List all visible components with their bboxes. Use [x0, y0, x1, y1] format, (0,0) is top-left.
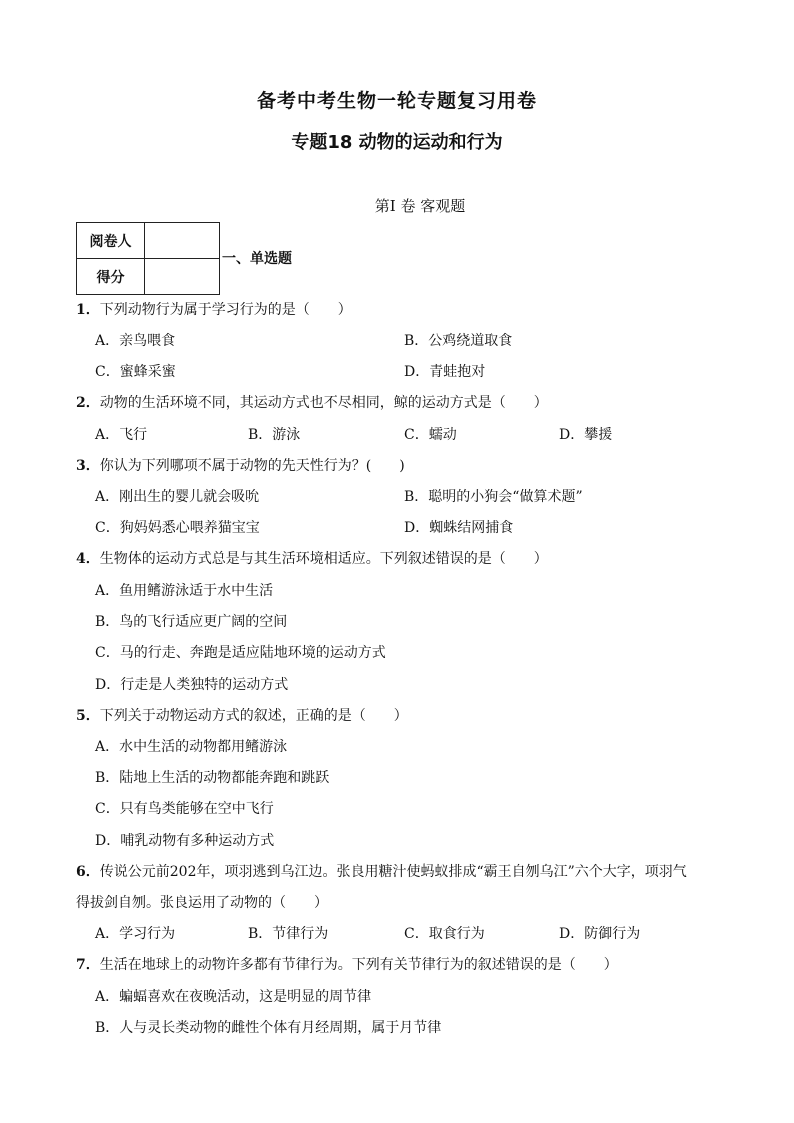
option: D．防御行为 [559, 926, 641, 942]
reviewer-blank [145, 223, 220, 259]
option: A．水中生活的动物都用鳍游泳 [95, 739, 288, 755]
option: A．刚出生的婴儿就会吸吮 [95, 489, 260, 505]
option: A．鱼用鳍游泳适于水中生活 [95, 583, 274, 599]
paper-title: 备考中考生物一轮专题复习用卷 [256, 90, 537, 112]
option: C．取食行为 [404, 926, 485, 942]
option: C．狗妈妈悉心喂养猫宝宝 [95, 520, 260, 536]
section-title: 一、单选题 [222, 251, 292, 267]
option: D．青蛙抱对 [404, 364, 486, 380]
option: B．人与灵长类动物的雌性个体有月经周期，属于月节律 [95, 1020, 442, 1036]
option: B．陆地上生活的动物都能奔跑和跳跃 [95, 770, 330, 786]
option: A．亲鸟喂食 [95, 333, 176, 349]
question-stem: 3．你认为下列哪项不属于动物的先天性行为？( ) [76, 458, 405, 474]
option: D．攀援 [559, 427, 613, 443]
option: C．蠕动 [404, 427, 457, 443]
question-stem: 5．下列关于动物运动方式的叙述，正确的是（ ） [76, 708, 408, 724]
reviewer-label: 阅卷人 [77, 223, 145, 259]
option: D．蜘蛛结网捕食 [404, 520, 514, 536]
option: A．飞行 [95, 427, 148, 443]
option: B．游泳 [248, 427, 301, 443]
question-stem: 7．生活在地球上的动物许多都有节律行为。下列有关节律行为的叙述错误的是（ ） [76, 957, 618, 973]
option: A．蝙蝠喜欢在夜晚活动，这是明显的周节律 [95, 989, 372, 1005]
option: D．哺乳动物有多种运动方式 [95, 833, 275, 849]
option: A．学习行为 [95, 926, 176, 942]
score-label: 得分 [77, 259, 145, 295]
option: B．聪明的小狗会“做算术题” [404, 489, 583, 505]
option: C．蜜蜂采蜜 [95, 364, 176, 380]
grading-table [76, 222, 220, 295]
volume-heading: 第I 卷 客观题 [374, 197, 466, 215]
paper-subtitle: 专题18 动物的运动和行为 [291, 132, 503, 153]
question-stem: 4．生物体的运动方式总是与其生活环境相适应。下列叙述错误的是（ ） [76, 551, 548, 567]
question-stem-continued: 得拔剑自刎。张良运用了动物的（ ） [76, 895, 328, 911]
question-stem: 2．动物的生活环境不同，其运动方式也不尽相同，鲸的运动方式是（ ） [76, 395, 548, 411]
option: B．节律行为 [248, 926, 329, 942]
option: C．马的行走、奔跑是适应陆地环境的运动方式 [95, 645, 386, 661]
question-stem: 1．下列动物行为属于学习行为的是（ ） [76, 302, 352, 318]
option: B．鸟的飞行适应更广阔的空间 [95, 614, 288, 630]
score-blank [145, 259, 220, 295]
option: D．行走是人类独特的运动方式 [95, 677, 289, 693]
option: B．公鸡绕道取食 [404, 333, 513, 349]
option: C．只有鸟类能够在空中飞行 [95, 801, 274, 817]
question-stem: 6．传说公元前202年，项羽逃到乌江边。张良用糖汁使蚂蚁排成“霸王自刎乌江”六个大字，项羽气 [76, 864, 687, 880]
